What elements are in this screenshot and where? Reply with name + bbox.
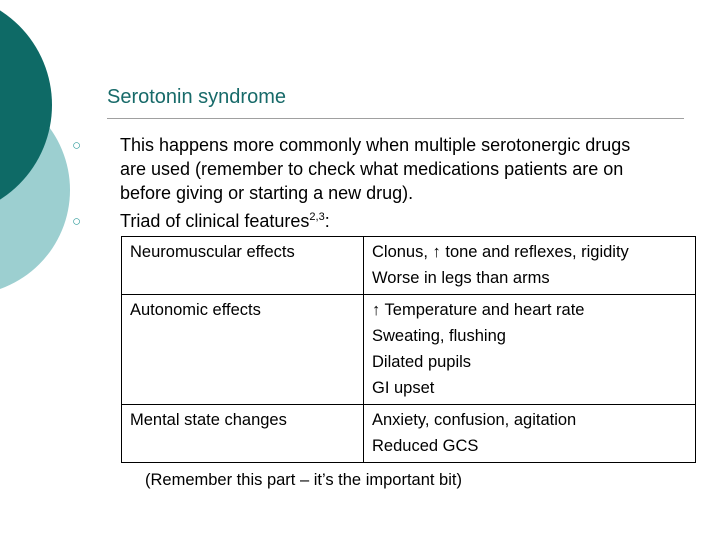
category-cell [122, 405, 364, 463]
bullet-1-line-2: are used (remember to check what medications patients are on [120, 159, 624, 179]
clinical-features-table [121, 236, 696, 463]
feature-line: Reduced GCS [372, 437, 479, 455]
category-cell [122, 237, 364, 295]
feature-line: Dilated pupils [372, 353, 472, 371]
title-divider [107, 118, 684, 119]
category-cell [122, 295, 364, 405]
bullet-paragraph-2 [120, 209, 330, 233]
circle-bullet-icon: ○ [72, 137, 82, 154]
bullet-1-line-1: This happens more commonly when multiple serotonergic drugs [120, 135, 631, 155]
category-label: Autonomic effects [130, 301, 261, 319]
table-row [122, 295, 696, 405]
table-row [122, 405, 696, 463]
circle-bullet-icon: ○ [72, 213, 82, 230]
category-label: Neuromuscular effects [130, 243, 295, 261]
bullet-1-line-3: before giving or starting a new drug). [120, 183, 414, 203]
category-label: Mental state changes [130, 411, 287, 429]
feature-line: Clonus, ↑ tone and reflexes, rigidity [372, 243, 629, 261]
table-row [122, 237, 696, 295]
decorative-circles [0, 0, 120, 300]
citation-superscript: 2,3 [309, 211, 325, 223]
feature-line: GI upset [372, 379, 435, 397]
feature-line: Sweating, flushing [372, 327, 506, 345]
features-cell [364, 237, 696, 295]
features-cell [364, 405, 696, 463]
bullet-paragraph-1 [120, 133, 630, 205]
triad-colon: : [324, 211, 330, 231]
features-cell [364, 295, 696, 405]
triad-label: Triad of clinical features [120, 211, 310, 231]
feature-line: Anxiety, confusion, agitation [372, 411, 577, 429]
feature-line: ↑ Temperature and heart rate [372, 301, 585, 319]
slide-title: Serotonin syndrome [107, 86, 286, 108]
feature-line: Worse in legs than arms [372, 269, 550, 287]
footnote-remark: (Remember this part – it’s the important bit) [145, 471, 462, 489]
